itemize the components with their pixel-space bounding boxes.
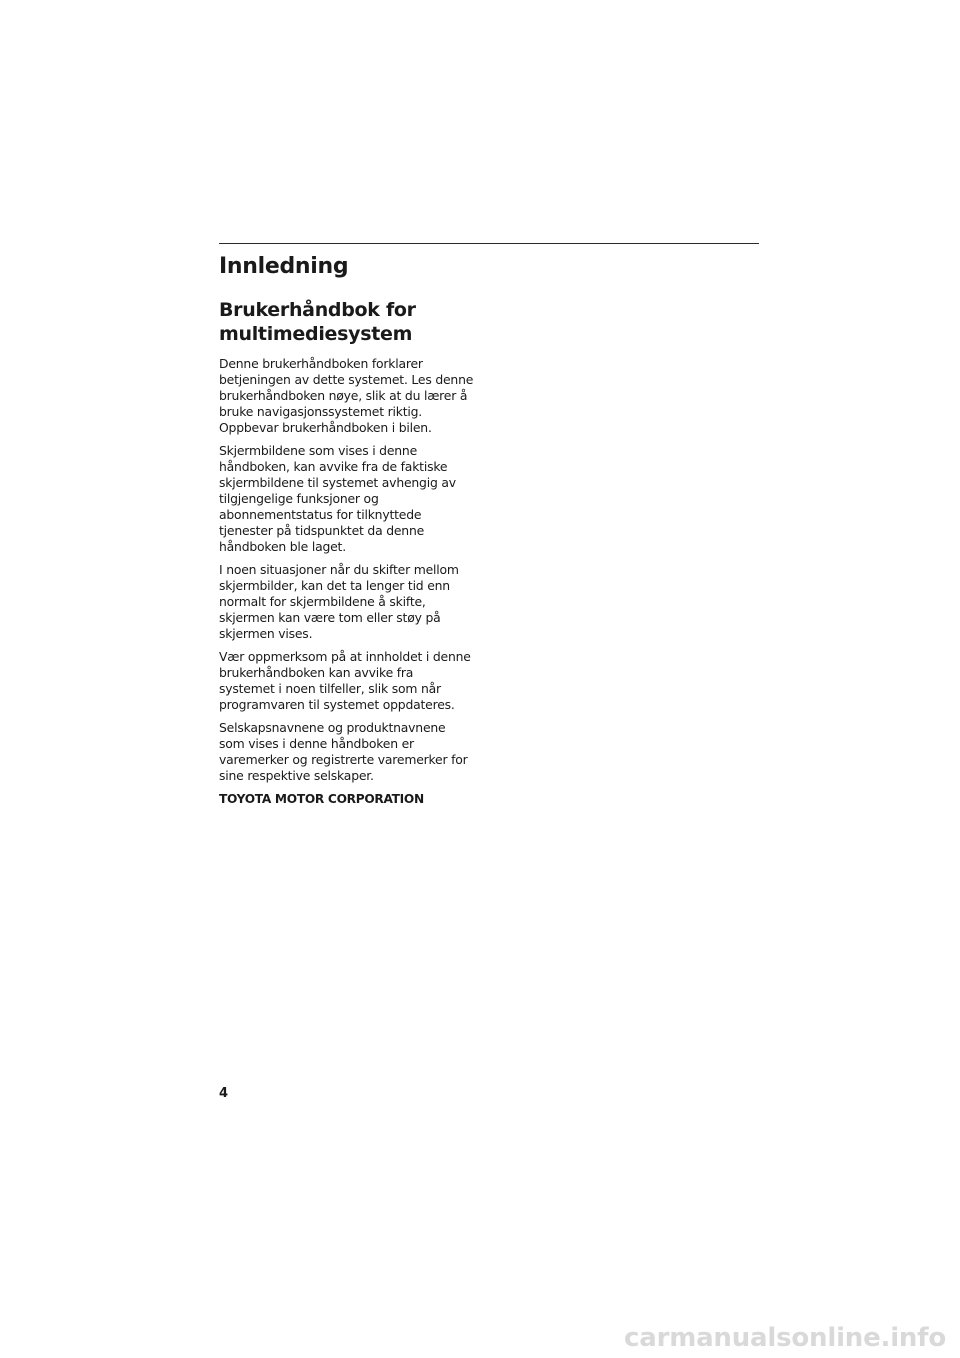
- section-title-line: Brukerhåndbok for: [219, 299, 416, 321]
- paragraph-switching: [219, 562, 475, 642]
- paragraph-screens: [219, 443, 475, 555]
- body-column: [219, 356, 475, 807]
- text-line: skjermbildene til systemet avhengig av: [219, 475, 456, 490]
- text-line: som vises i denne håndboken er: [219, 736, 414, 751]
- text-line: brukerhåndboken kan avvike fra: [219, 665, 414, 680]
- text-line: skjermen vises.: [219, 626, 313, 641]
- text-line: betjeningen av dette systemet. Les denne: [219, 372, 474, 387]
- text-line: normalt for skjermbildene å skifte,: [219, 594, 426, 609]
- text-line: systemet i noen tilfeller, slik som når: [219, 681, 441, 696]
- text-line: håndboken, kan avvike fra de faktiske: [219, 459, 448, 474]
- text-line: sine respektive selskaper.: [219, 768, 374, 783]
- text-line: skjermen kan være tom eller støy på: [219, 610, 441, 625]
- chapter-title: Innledning: [219, 254, 349, 279]
- text-line: programvaren til systemet oppdateres.: [219, 697, 455, 712]
- page-number: 4: [219, 1086, 229, 1101]
- text-line: tilgjengelige funksjoner og: [219, 491, 379, 506]
- text-line: tjenester på tidspunktet da denne: [219, 523, 425, 538]
- text-line: bruke navigasjonssystemet riktig.: [219, 404, 423, 419]
- text-line: håndboken ble laget.: [219, 539, 346, 554]
- text-line: skjermbilder, kan det ta lenger tid enn: [219, 578, 450, 593]
- paragraph-updates: [219, 649, 475, 713]
- text-line: brukerhåndboken nøye, slik at du lærer å: [219, 388, 468, 403]
- header-rule: [219, 243, 759, 244]
- text-line: abonnementstatus for tilknyttede: [219, 507, 422, 522]
- section-title: [219, 298, 479, 346]
- text-line: varemerker og registrerte varemerker for: [219, 752, 468, 767]
- company-name: TOYOTA MOTOR CORPORATION: [219, 792, 424, 806]
- paragraph-trademarks: [219, 720, 475, 784]
- text-line: Selskapsnavnene og produktnavnene: [219, 720, 446, 735]
- text-line: Vær oppmerksom på at innholdet i denne: [219, 649, 471, 664]
- text-line: I noen situasjoner når du skifter mellom: [219, 562, 459, 577]
- text-line: Skjermbildene som vises i denne: [219, 443, 417, 458]
- section-title-line: multimediesystem: [219, 323, 413, 345]
- paragraph-intro: [219, 356, 475, 436]
- text-line: Denne brukerhåndboken forklarer: [219, 356, 423, 371]
- watermark: carmanualsonline.info: [624, 1323, 946, 1353]
- text-line: Oppbevar brukerhåndboken i bilen.: [219, 420, 432, 435]
